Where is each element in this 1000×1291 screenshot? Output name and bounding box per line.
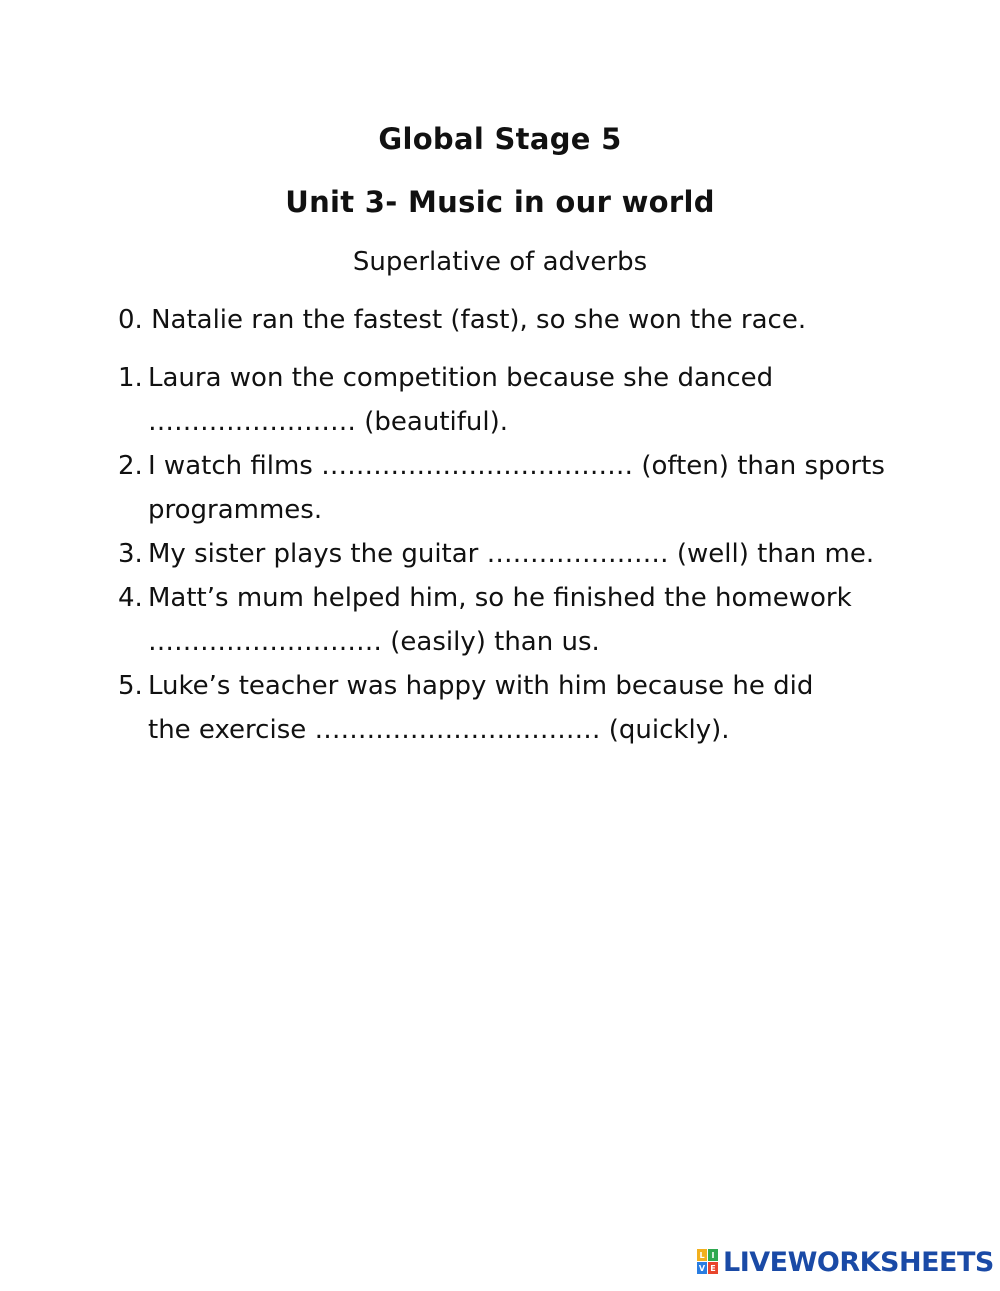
exercise-text[interactable]: I watch films ……………………………… (often) than sports: [148, 451, 885, 481]
svg-text:I: I: [711, 1251, 715, 1260]
exercise-number: 1.: [118, 363, 143, 393]
svg-text:V: V: [698, 1264, 706, 1273]
example-sentence: 0. Natalie ran the fastest (fast), so she won the race.: [118, 305, 807, 335]
svg-text:L: L: [699, 1251, 705, 1260]
exercise-item-2: [118, 444, 918, 532]
exercise-item-4: [118, 576, 918, 664]
exercise-text-continued[interactable]: ……………………… (easily) than us.: [148, 627, 600, 657]
exercise-number: 2.: [118, 451, 143, 481]
exercise-text: Luke’s teacher was happy with him because he did: [148, 671, 814, 701]
exercise-text-continued[interactable]: the exercise …………………………… (quickly).: [148, 715, 730, 745]
exercise-number: 3.: [118, 539, 143, 569]
exercise-item-1: [118, 356, 918, 444]
exercise-text[interactable]: My sister plays the guitar ………………… (well) than me.: [148, 539, 875, 569]
exercise-text-continued[interactable]: …………………… (beautiful).: [148, 407, 509, 437]
liveworksheets-watermark: [697, 1246, 994, 1278]
exercise-text: Laura won the competition because she danced: [148, 363, 774, 393]
liveworksheets-wordmark: LIVEWORKSHEETS: [723, 1246, 994, 1278]
liveworksheets-logo-icon: [697, 1249, 719, 1275]
exercise-number: 5.: [118, 671, 143, 701]
unit-title: Unit 3- Music in our world: [285, 185, 715, 219]
exercise-item-3: [118, 532, 918, 576]
exercise-text-continued: programmes.: [148, 495, 323, 525]
topic-subtitle: Superlative of adverbs: [352, 247, 648, 277]
exercise-item-5: [118, 664, 918, 752]
svg-text:E: E: [710, 1264, 716, 1273]
exercise-text: Matt’s mum helped him, so he finished the homework: [148, 583, 852, 613]
exercise-number: 4.: [118, 583, 143, 613]
page-title: Global Stage 5: [378, 122, 622, 156]
